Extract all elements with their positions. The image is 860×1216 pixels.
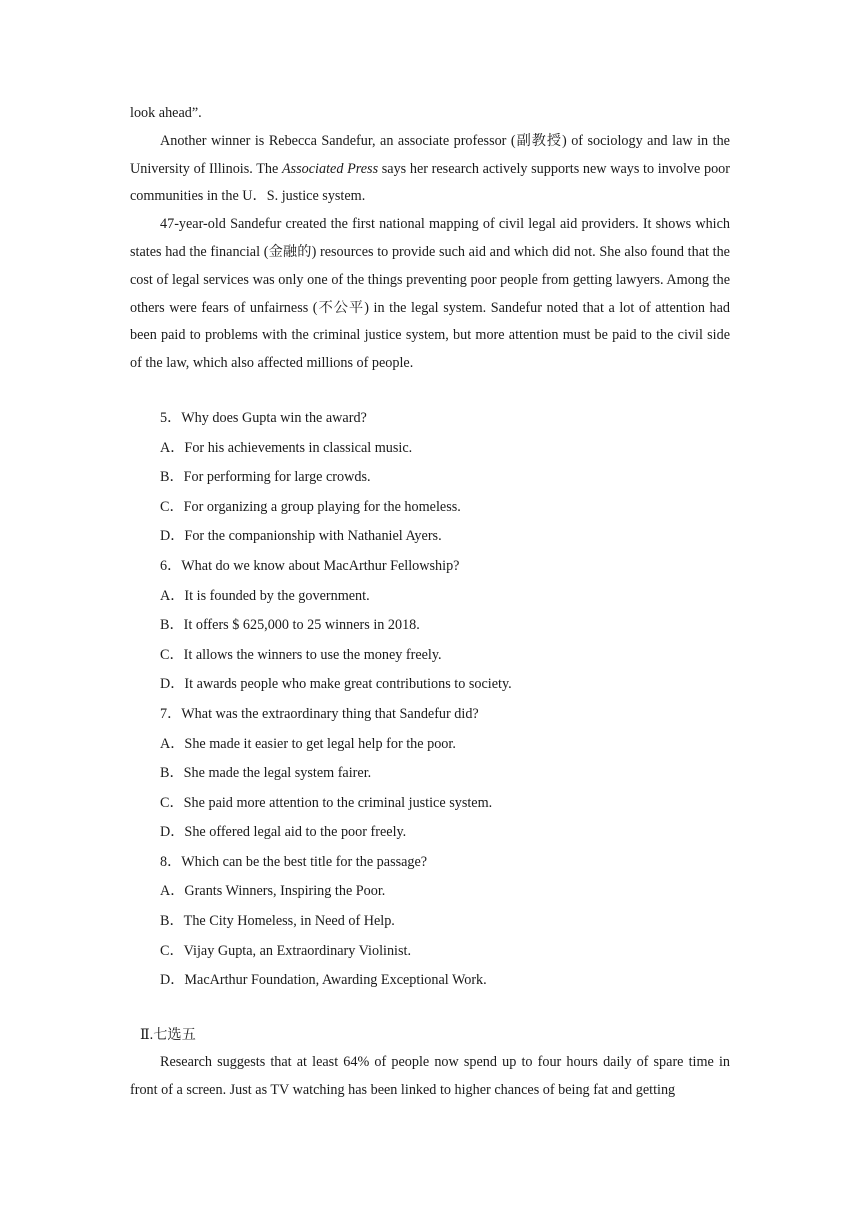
question-list <box>130 404 730 996</box>
question-stem: 8．Which can be the best title for the passage? <box>160 853 428 870</box>
chinese-gloss: 不公平 <box>317 299 365 316</box>
answer-option: A．It is founded by the government. <box>160 587 370 604</box>
text-run: ) of sociology and law in the University of Illinois. The <box>130 132 730 177</box>
text-run: Another winner is Rebecca Sandefur, an associate professor ( <box>160 132 516 149</box>
answer-option: D．She offered legal aid to the poor freely. <box>160 824 407 841</box>
answer-option: B．It offers $ 625,000 to 25 winners in 2018. <box>160 617 420 634</box>
paragraph-sandefur-research <box>130 211 730 378</box>
text-run: ) in the legal system. Sandefur noted that a lot of attention had been paid to problems with the criminal justice system, but more attention must be paid to the civil side of the law, which also affected millions of people. <box>130 299 730 372</box>
answer-option: B．For performing for large crowds. <box>160 469 371 486</box>
answer-option: A．She made it easier to get legal help for the poor. <box>160 735 456 752</box>
answer-option: B．She made the legal system fairer. <box>160 765 372 782</box>
answer-option: C．She paid more attention to the criminal justice system. <box>160 794 493 811</box>
answer-option: A．For his achievements in classical music. <box>160 439 413 456</box>
answer-option: C．It allows the winners to use the money freely. <box>160 646 442 663</box>
text-run: says her research actively supports new ways to involve poor communities in the U．S. justice system. <box>130 160 730 205</box>
text-run: 47-year-old Sandefur created the first national mapping of civil legal aid providers. It shows which states had the financial ( <box>130 216 730 260</box>
answer-option: C．For organizing a group playing for the homeless. <box>160 498 461 515</box>
text-run: ) resources to provide such aid and which did not. She also found that the cost of legal services was only one of the things preventing poor people from getting lawyers. Among the others were fears of unfairness ( <box>130 243 730 316</box>
answer-option: B．The City Homeless, in Need of Help. <box>160 913 395 930</box>
chinese-gloss: 金融的 <box>268 243 312 260</box>
document-page <box>130 100 730 1104</box>
answer-option: C．Vijay Gupta, an Extraordinary Violinist. <box>160 942 412 959</box>
paragraph-sandefur-intro <box>130 128 730 211</box>
question-stem: 7．What was the extraordinary thing that Sandefur did? <box>160 705 479 722</box>
answer-option: D．For the companionship with Nathaniel Ayers. <box>160 528 442 545</box>
question-stem: 5．Why does Gupta win the award? <box>160 409 367 426</box>
section-heading: Ⅱ.七选五 <box>140 1026 196 1043</box>
answer-option: D．It awards people who make great contributions to society. <box>160 676 512 693</box>
answer-option: A．Grants Winners, Inspiring the Poor. <box>160 883 386 900</box>
answer-option: D．MacArthur Foundation, Awarding Exceptional Work. <box>160 972 487 989</box>
passage-continuation-line: look ahead”. <box>130 105 202 121</box>
italic-source: Associated Press <box>281 160 379 177</box>
chinese-gloss: 副教授 <box>515 132 562 149</box>
question-stem: 6．What do we know about MacArthur Fellowship? <box>160 557 460 574</box>
paragraph-screen-time: Research suggests that at least 64% of people now spend up to four hours daily of spare time in front of a screen. Just as TV watching has been linked to higher chances of being fat and getting <box>130 1053 730 1098</box>
